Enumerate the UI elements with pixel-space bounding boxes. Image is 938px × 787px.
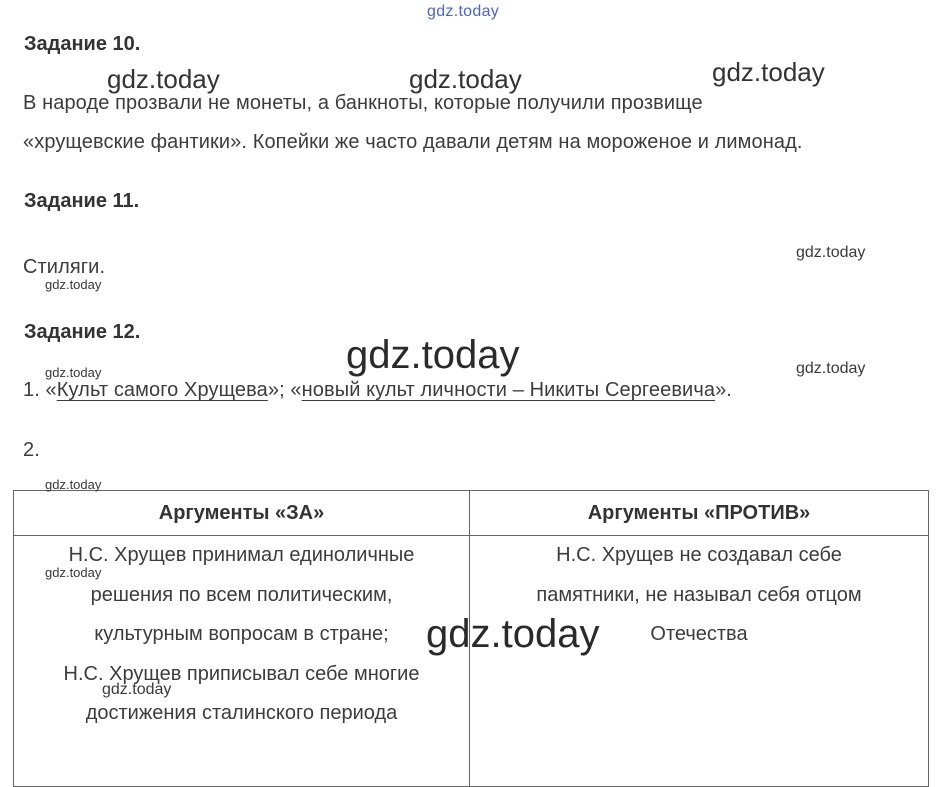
for-line-2: решения по всем политическим,: [90, 583, 393, 606]
for-line-5: достижения сталинского периода: [85, 702, 398, 724]
watermark-text: gdz.today: [796, 360, 866, 377]
watermark-text: gdz.today: [45, 477, 102, 492]
against-line-1: Н.С. Хрущев не создавал себе: [556, 544, 842, 566]
watermark-text: gdz.today: [346, 333, 520, 377]
for-line-4: Н.С. Хрущев приписывал себе многие: [63, 662, 420, 685]
watermark-text: gdz.today: [409, 64, 522, 94]
for-line-1: Н.С. Хрущев принимал единоличные: [68, 544, 415, 566]
watermark-text: gdz.today: [107, 64, 220, 94]
item-1-suffix: ».: [715, 379, 732, 401]
watermark-text: gdz.today: [45, 365, 102, 380]
watermark-text: gdz.today: [45, 277, 102, 292]
task-10-line-1: В народе прозвали не монеты, а банкноты, которые получили прозвище: [23, 92, 703, 114]
quote-cult-of-khrushchev: Культ самого Хрущева: [56, 379, 268, 401]
watermark-text: gdz.today: [102, 681, 172, 698]
against-line-3: Отечества: [650, 623, 748, 645]
task-10-line-2: «хрущевские фантики». Копейки же часто давали детям на мороженое и лимонад.: [23, 131, 803, 153]
task-10-heading: Задание 10.: [24, 33, 141, 55]
task-12-heading: Задание 12.: [24, 321, 141, 343]
table-row: [14, 536, 929, 787]
task-11-answer: Стиляги.: [23, 256, 106, 278]
task-11-heading: Задание 11.: [24, 190, 140, 212]
watermark-text: gdz.today: [712, 57, 825, 87]
header-arguments-against: Аргументы «ПРОТИВ»: [470, 491, 929, 536]
watermark-text: gdz.today: [426, 612, 600, 656]
against-line-2: памятники, не называл себя отцом: [536, 583, 862, 606]
task-12-item-2-label: 2.: [23, 439, 40, 461]
watermark-text: gdz.today: [427, 3, 500, 20]
watermark-text: gdz.today: [796, 244, 866, 261]
watermark-text: gdz.today: [45, 565, 102, 580]
for-line-3: культурным вопросам в стране;: [94, 623, 389, 645]
arguments-against-cell: [470, 536, 929, 787]
table-header-row: [14, 491, 929, 536]
task-12-item-1: [23, 379, 732, 402]
header-arguments-for: Аргументы «ЗА»: [14, 491, 470, 536]
quote-new-personality-cult: новый культ личности – Никиты Сергеевича: [301, 379, 716, 401]
item-1-middle: »; «: [267, 379, 302, 401]
item-1-prefix: 1. «: [23, 379, 57, 401]
